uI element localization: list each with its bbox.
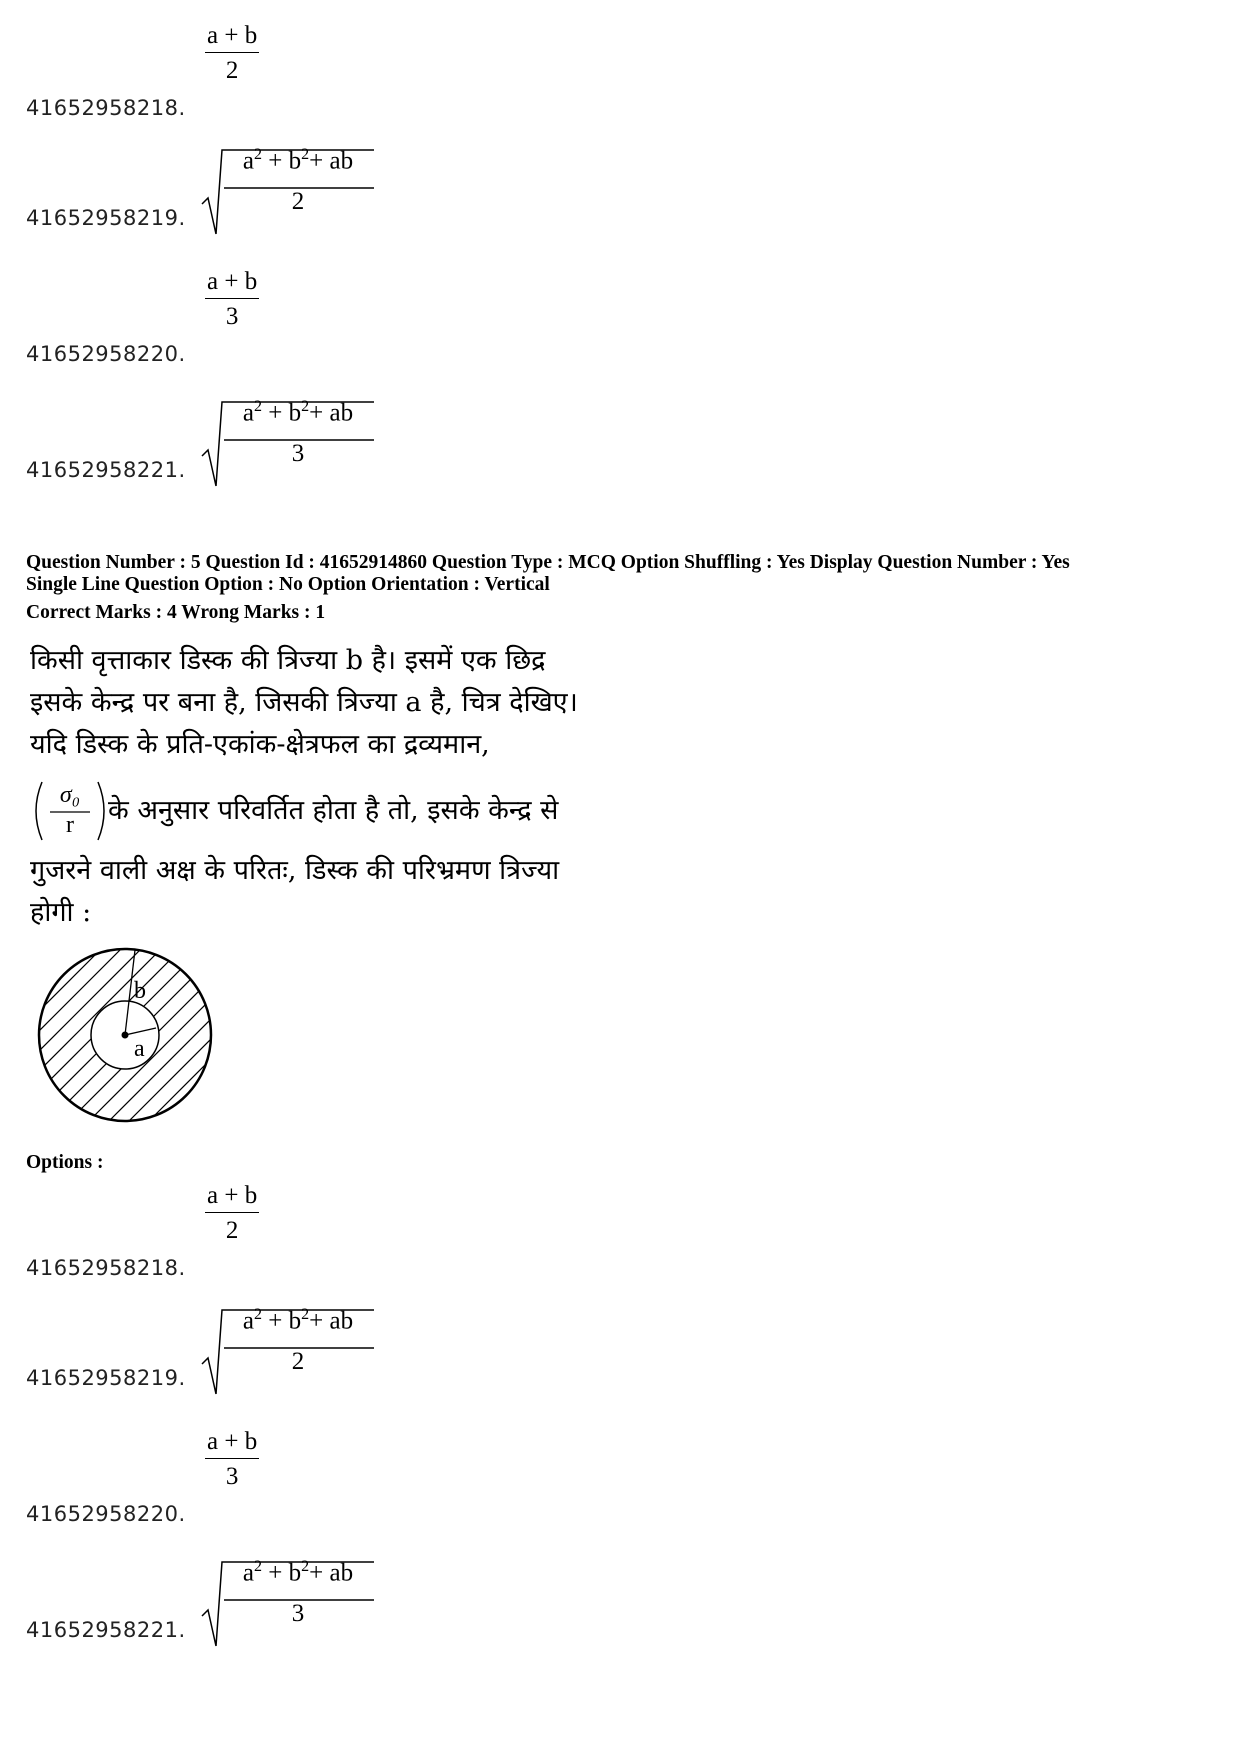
fraction-denominator: 2: [225, 1217, 239, 1244]
exp-b: 2: [301, 1558, 310, 1575]
term-b: + b: [262, 399, 302, 427]
sqrt-numerator: [222, 1558, 374, 1587]
option-id: 41652958218.: [26, 96, 186, 120]
fraction-expression: [205, 1428, 259, 1491]
exp-a: 2: [254, 1306, 263, 1323]
option-id: 41652958221.: [26, 458, 186, 482]
question-text-line5: गुजरने वाली अक्ष के परितः, डिस्क की परिभ्रमण त्रिज्या: [30, 855, 560, 886]
label-b: b: [134, 978, 146, 1004]
fraction-numerator: a + b: [205, 1182, 259, 1213]
exp-a: 2: [254, 146, 263, 163]
sqrt-denominator: 3: [291, 440, 305, 467]
term-ab: + ab: [309, 399, 354, 427]
term-a: a: [242, 1559, 255, 1587]
option-218[interactable]: [0, 1182, 600, 1292]
exp-b: 2: [301, 146, 310, 163]
sigma-denominator: r: [66, 812, 74, 838]
term-ab: + ab: [309, 1307, 354, 1335]
term-a: a: [242, 399, 255, 427]
option-219-top[interactable]: [0, 132, 600, 242]
sigma-over-r-expression: [30, 780, 110, 842]
question-meta-line2: Single Line Question Option : No Option Orientation : Vertical: [26, 574, 550, 595]
option-218-top[interactable]: [0, 22, 600, 132]
sqrt-numerator: [222, 1306, 374, 1335]
annular-disk-figure: [30, 940, 230, 1150]
exp-a: 2: [254, 1558, 263, 1575]
option-221-top[interactable]: [0, 384, 600, 494]
option-id: 41652958220.: [26, 342, 186, 366]
options-label: Options :: [26, 1152, 104, 1173]
question-text-line6: होगी :: [30, 897, 92, 928]
disk-diagram: [30, 940, 230, 1155]
option-219[interactable]: [0, 1292, 600, 1402]
label-a: a: [134, 1036, 145, 1062]
exp-b: 2: [301, 1306, 310, 1323]
sqrt-denominator: 2: [291, 1348, 305, 1375]
exp-b: 2: [301, 398, 310, 415]
fraction-denominator: 2: [225, 57, 239, 84]
fraction-expression: [205, 1182, 259, 1245]
option-id: 41652958220.: [26, 1502, 186, 1526]
sqrt-numerator: [222, 146, 374, 175]
sigma-numerator: σ₀: [59, 782, 81, 808]
sqrt-denominator: 3: [291, 1600, 305, 1627]
sqrt-numerator: [222, 398, 374, 427]
term-b: + b: [262, 147, 302, 175]
option-id: 41652958221.: [26, 1618, 186, 1642]
option-220-top[interactable]: [0, 268, 600, 378]
fraction-numerator: a + b: [205, 268, 259, 299]
option-id: 41652958219.: [26, 206, 186, 230]
question-text-line4: के अनुसार परिवर्तित होता है तो, इसके केन्द्र से: [108, 795, 559, 826]
term-ab: + ab: [309, 147, 354, 175]
term-b: + b: [262, 1559, 302, 1587]
term-a: a: [242, 147, 255, 175]
sqrt-denominator: 2: [291, 188, 305, 215]
fraction-numerator: a + b: [205, 1428, 259, 1459]
fraction-numerator: a + b: [205, 22, 259, 53]
question-text-line1: किसी वृत्ताकार डिस्क की त्रिज्या b है। इसमें एक छिद्र: [30, 645, 546, 676]
fraction-denominator: 3: [225, 1463, 239, 1490]
option-220[interactable]: [0, 1428, 600, 1538]
exp-a: 2: [254, 398, 263, 415]
option-id: 41652958218.: [26, 1256, 186, 1280]
sqrt-expression: [200, 1558, 380, 1638]
sqrt-expression: [200, 398, 380, 478]
question-text-line2: इसके केन्द्र पर बना है, जिसकी त्रिज्या a है, चित्र देखिए।: [30, 687, 578, 718]
fraction-expression: [205, 22, 259, 85]
marks-line: Correct Marks : 4 Wrong Marks : 1: [26, 602, 326, 623]
fraction-denominator: 3: [225, 303, 239, 330]
option-id: 41652958219.: [26, 1366, 186, 1390]
question-text-line3: यदि डिस्क के प्रति-एकांक-क्षेत्रफल का द्रव्यमान,: [30, 729, 490, 760]
option-221[interactable]: [0, 1544, 600, 1654]
fraction-expression: [205, 268, 259, 331]
term-b: + b: [262, 1307, 302, 1335]
sqrt-expression: [200, 146, 380, 226]
sqrt-expression: [200, 1306, 380, 1386]
term-ab: + ab: [309, 1559, 354, 1587]
term-a: a: [242, 1307, 255, 1335]
question-meta-line1: Question Number : 5 Question Id : 41652914860 Question Type : MCQ Option Shuffling : Yes Display Question Number : Yes: [26, 552, 1070, 573]
